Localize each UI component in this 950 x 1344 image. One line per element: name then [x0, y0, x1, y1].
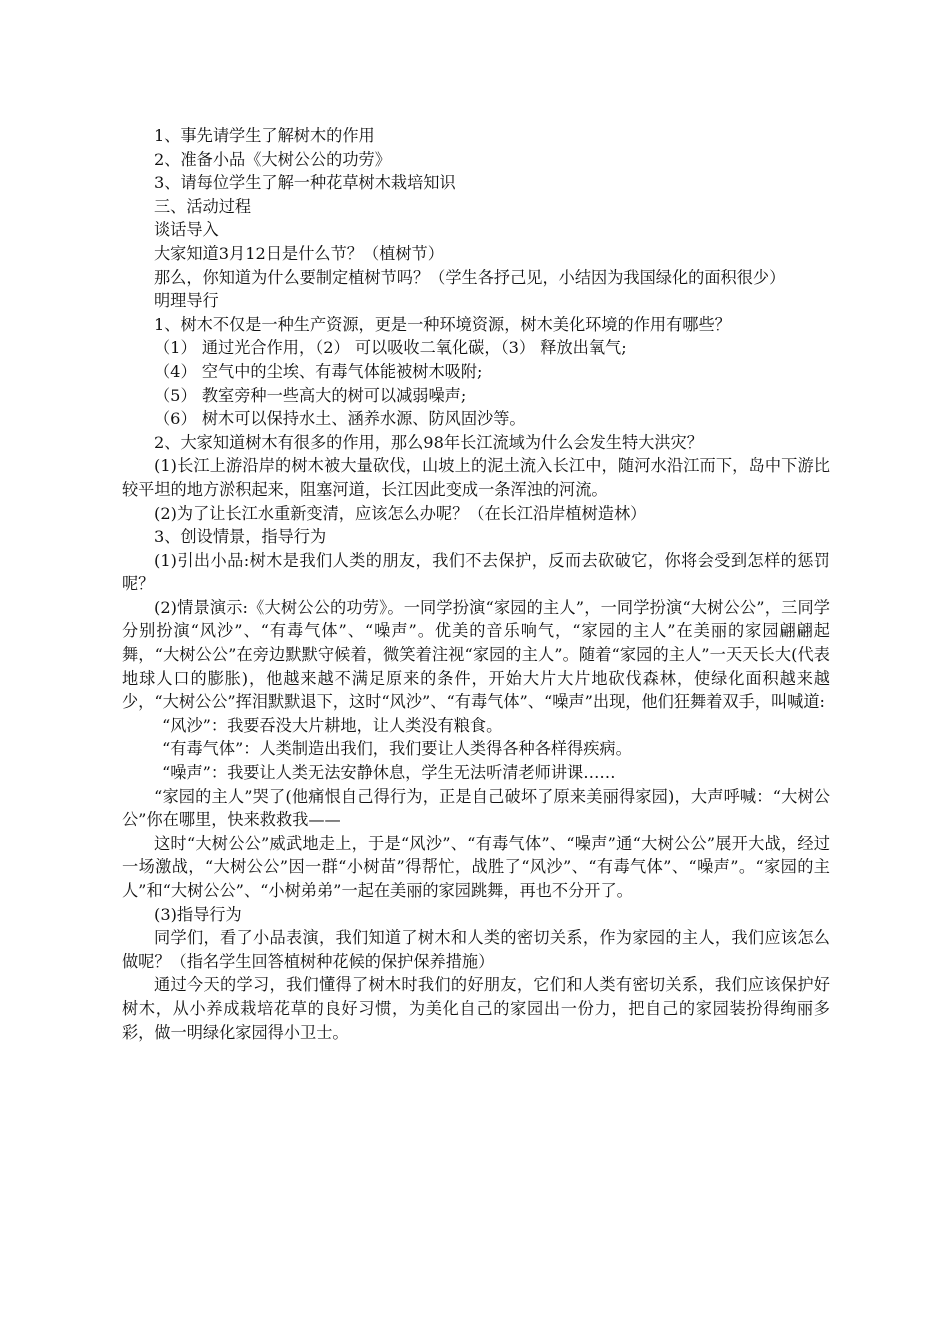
function-list-item: （5） 教室旁种一些高大的树可以减弱噪声;	[154, 385, 467, 405]
question-paragraph: 大家知道3月12日是什么节？（植树节）	[154, 243, 444, 263]
point-1-paragraph: 1、树木不仅是一种生产资源，更是一种环境资源，树木美化环境的作用有哪些？	[154, 314, 731, 334]
discussion-paragraph: 那么，你知道为什么要制定植树节吗？（学生各抒己见，小结因为我国绿化的面积很少）	[154, 267, 786, 287]
point-2-paragraph: 2、大家知道树木有很多的作用，那么98年长江流域为什么会发生特大洪灾？	[154, 432, 703, 452]
subheading-intro: 谈话导入	[154, 220, 219, 240]
dialogue-line: “风沙”：我要吞没大片耕地，让人类没有粮食。	[162, 715, 503, 735]
prep-item-2: 2、准备小品《大树公公的功劳》	[154, 149, 391, 169]
dialogue-line: “有毒气体”：人类制造出我们，我们要让人类得各种各样得疾病。	[162, 739, 632, 759]
prep-item-3: 3、请每位学生了解一种花草树木栽培知识	[154, 173, 456, 193]
skit-scene-paragraph: (2)情景演示:《大树公公的功劳》。一同学扮演“家园的主人”，一同学扮演“大树公公”，三同学分别扮演“风沙”、“有毒气体”、“噪声”。优美的音乐响气，“家园的主人”在美丽的家园翩翩起舞，“大树公公”在旁边默默守候着，微笑着注视“家园的主人”。随着“家园的主人”一天天长大(代表地球人口的膨胀)，他越来越不满足原来的条件，开始大片大片地砍伐森林，使绿化面积越来越少，“大树公公”挥泪默默退下，这时“风沙”、“有毒气体”、“噪声”出现，他们狂舞着双手，叫喊道:	[122, 597, 830, 712]
skit-intro-paragraph: (1)引出小品:树木是我们人类的朋友，我们不去保护，反而去砍破它，你将会受到怎样的惩罚呢？	[122, 550, 830, 594]
function-list-item: （1） 通过光合作用，（2） 可以吸收二氧化碳，（3） 释放出氧气;	[154, 338, 627, 358]
guide-behavior-heading: (3)指导行为	[154, 904, 242, 924]
subheading-reasoning: 明理导行	[154, 291, 219, 311]
dialogue-line: “噪声”：我要让人类无法安静休息，学生无法听清老师讲课……	[162, 763, 616, 783]
flood-solution-paragraph: (2)为了让长江水重新变清，应该怎么办呢？（在长江沿岸植树造林）	[154, 503, 647, 523]
guide-behavior-paragraph: 同学们，看了小品表演，我们知道了树木和人类的密切关系，作为家园的主人，我们应该怎么做呢？（指名学生回答植树种花候的保护保养措施）	[122, 928, 830, 971]
prep-item-1: 1、事先请学生了解树木的作用	[154, 126, 375, 145]
conclusion-paragraph: 通过今天的学习，我们懂得了树木时我们的好朋友，它们和人类有密切关系，我们应该保护好树木，从小养成栽培花草的良好习惯，为美化自己的家园出一份力，把自己的家园装扮得绚丽多彩，做一明绿化家园得小卫士。	[122, 975, 830, 1042]
point-3-paragraph: 3、创设情景，指导行为	[154, 527, 327, 547]
flood-cause-paragraph: (1)长江上游沿岸的树木被大量砍伐，山坡上的泥土流入长江中，随河水沿江而下，岛中下游比较平坦的地方淤积起来，阻塞河道，长江因此变成一条浑浊的河流。	[122, 456, 830, 499]
battle-paragraph: 这时“大树公公”威武地走上，于是“风沙”、“有毒气体”、“噪声”通“大树公公”展开大战，经过一场激战，“大树公公”因一群“小树苗”得帮忙，战胜了“风沙”、“有毒气体”、“噪声”。“家园的主人”和“大树公公”、“小树弟弟”一起在美丽的家园跳舞，再也不分开了。	[122, 833, 830, 900]
function-list-item: （6） 树木可以保持水土、涵养水源、防风固沙等。	[154, 409, 526, 429]
master-cries-paragraph: “家园的主人”哭了(他痛恨自己得行为，正是自己破坏了原来美丽得家园)，大声呼喊：“大树公公”你在哪里，快来救救我——	[122, 786, 830, 830]
function-list-item: （4） 空气中的尘埃、有毒气体能被树木吸附;	[154, 361, 483, 381]
section-heading: 三、活动过程	[154, 196, 252, 216]
document-body	[122, 124, 830, 1044]
